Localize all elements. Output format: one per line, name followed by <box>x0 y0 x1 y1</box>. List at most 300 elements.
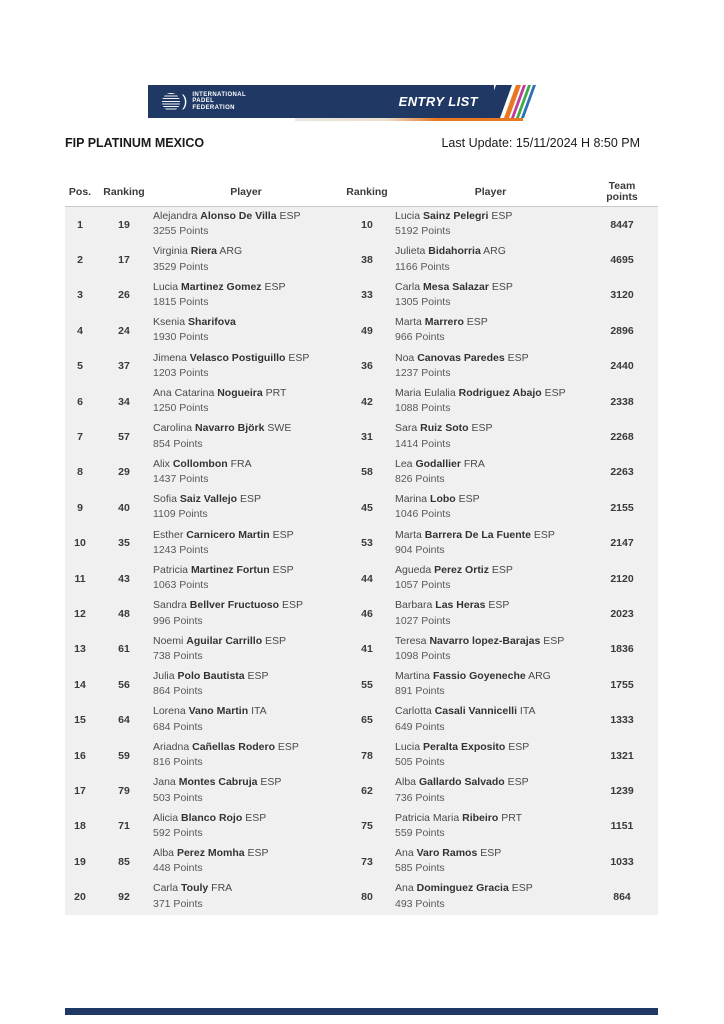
player2-first-name: Ana <box>395 847 414 860</box>
team-points-value: 4695 <box>610 254 634 267</box>
col-pos-header: Pos. <box>68 186 92 198</box>
ranking1-value: 26 <box>118 289 130 302</box>
player2-cell <box>395 632 586 667</box>
player2-name <box>395 563 586 578</box>
player2-name <box>395 315 586 330</box>
ranking2-value: 44 <box>361 572 373 585</box>
player1-surname: Vano Martin <box>188 705 249 718</box>
player1-name <box>153 704 339 719</box>
player2-points: 649 Points <box>395 720 445 733</box>
player1-country: ESP <box>245 811 267 824</box>
player2-country: ESP <box>488 599 510 612</box>
player2-cell <box>395 561 586 596</box>
player1-surname: Carnicero Martin <box>186 528 270 541</box>
table-row <box>65 313 658 348</box>
table-body <box>65 206 658 915</box>
player2-cell <box>395 702 586 737</box>
player2-points: 5192 Points <box>395 225 451 238</box>
player1-country: ESP <box>247 670 269 683</box>
player2-first-name: Julieta <box>395 245 426 258</box>
player2-country: ESP <box>543 634 565 647</box>
globe-icon <box>162 93 180 111</box>
player2-points: 585 Points <box>395 862 445 875</box>
player2-country: ARG <box>528 670 551 683</box>
player2-first-name: Maria Eulalia <box>395 386 456 399</box>
player2-surname: Barrera De La Fuente <box>424 528 531 541</box>
title-row <box>65 136 658 150</box>
player1-surname: Sharifova <box>188 316 236 329</box>
team-points-value: 8447 <box>610 218 634 231</box>
player1-country: ESP <box>272 528 294 541</box>
player2-name <box>395 598 586 613</box>
team-points-value: 2440 <box>610 360 634 373</box>
entry-list-label: ENTRY LIST <box>398 94 478 109</box>
ranking2-value: 49 <box>361 324 373 337</box>
player2-cell <box>395 313 586 348</box>
player2-points: 559 Points <box>395 826 445 839</box>
ranking1-value: 48 <box>118 607 130 620</box>
player2-cell <box>395 207 586 242</box>
pos-value: 15 <box>74 714 86 727</box>
ranking2-value: 53 <box>361 537 373 550</box>
ranking1-value: 24 <box>118 324 130 337</box>
player2-surname: Sainz Pelegri <box>423 210 489 222</box>
logo-arc-icon: ) <box>182 92 188 110</box>
player1-first-name: Virginia <box>153 245 188 258</box>
player2-cell <box>395 278 586 313</box>
player2-country: ESP <box>471 422 493 435</box>
ranking1-value: 71 <box>118 820 130 833</box>
pos-value: 20 <box>74 891 86 904</box>
player1-cell <box>153 455 339 490</box>
team-points-value: 1755 <box>610 678 634 691</box>
player1-points: 1437 Points <box>153 473 209 486</box>
pos-value: 10 <box>74 537 86 550</box>
player1-first-name: Sofia <box>153 493 177 506</box>
player1-points: 854 Points <box>153 437 203 450</box>
last-update: Last Update: 15/11/2024 H 8:50 PM <box>441 136 640 150</box>
player1-first-name: Alba <box>153 847 175 860</box>
player1-cell <box>153 526 339 561</box>
player1-surname: Collombon <box>172 457 228 470</box>
player1-first-name: Sandra <box>153 599 187 612</box>
table-row <box>65 490 658 525</box>
player1-points: 1063 Points <box>153 579 209 592</box>
logo-line-3: FEDERATION <box>192 104 235 111</box>
team-points-value: 2263 <box>610 466 634 479</box>
player1-points: 371 Points <box>153 897 203 910</box>
player2-surname: Perez Ortiz <box>434 563 489 576</box>
player1-country: FRA <box>211 882 233 895</box>
player1-country: ITA <box>251 705 267 718</box>
logo-line-1: INTERNATIONAL <box>192 91 247 98</box>
team-points-value: 3120 <box>610 289 634 302</box>
player1-first-name: Patricia <box>153 563 189 576</box>
player2-surname: Ribeiro <box>462 811 499 824</box>
table-row <box>65 809 658 844</box>
player2-first-name: Alba <box>395 776 417 789</box>
player1-name <box>153 811 339 826</box>
player1-cell <box>153 313 339 348</box>
ranking1-value: 64 <box>118 714 130 727</box>
player1-surname: Perez Momha <box>176 847 245 860</box>
player2-country: ARG <box>483 245 506 258</box>
team-points-value: 2155 <box>610 501 634 514</box>
player1-cell <box>153 596 339 631</box>
player2-points: 1414 Points <box>395 437 451 450</box>
ranking2-value: 42 <box>361 395 373 408</box>
ranking2-value: 65 <box>361 714 373 727</box>
pos-value: 18 <box>74 820 86 833</box>
pos-value: 14 <box>74 678 86 691</box>
player1-points: 3255 Points <box>153 225 209 238</box>
ranking1-value: 40 <box>118 501 130 514</box>
table-row <box>65 419 658 454</box>
player2-first-name: Marina <box>395 493 428 506</box>
player1-surname: Bellver Fructuoso <box>189 599 280 612</box>
ranking2-value: 78 <box>361 749 373 762</box>
player2-cell <box>395 455 586 490</box>
player2-points: 1027 Points <box>395 614 451 627</box>
player1-first-name: Lorena <box>153 705 186 718</box>
player1-country: PRT <box>265 386 287 399</box>
player2-surname: Godallier <box>415 457 461 470</box>
pos-value: 16 <box>74 749 86 762</box>
player2-surname: Ruiz Soto <box>420 422 469 435</box>
player1-first-name: Alejandra <box>153 210 198 222</box>
player1-first-name: Esther <box>153 528 184 541</box>
ranking2-value: 75 <box>361 820 373 833</box>
table-row <box>65 526 658 561</box>
player2-cell <box>395 490 586 525</box>
player1-name <box>153 457 339 472</box>
player2-name <box>395 634 586 649</box>
banner-navy-bar <box>148 85 494 118</box>
player2-cell <box>395 667 586 702</box>
col-team-points-header <box>586 181 658 203</box>
player2-first-name: Martina <box>395 670 431 683</box>
player1-cell <box>153 879 339 914</box>
player2-points: 736 Points <box>395 791 445 804</box>
player1-first-name: Noemi <box>153 634 184 647</box>
pos-value: 7 <box>77 431 83 444</box>
player2-country: ESP <box>491 563 513 576</box>
player1-cell <box>153 844 339 879</box>
player1-first-name: Jana <box>153 776 176 789</box>
player2-name <box>395 457 586 472</box>
player2-cell <box>395 738 586 773</box>
header-banner <box>148 85 530 118</box>
player1-name <box>153 492 339 507</box>
ranking1-value: 85 <box>118 855 130 868</box>
ranking1-value: 35 <box>118 537 130 550</box>
player2-points: 1098 Points <box>395 649 451 662</box>
player1-name <box>153 634 339 649</box>
player2-country: ESP <box>511 882 533 895</box>
player2-cell <box>395 419 586 454</box>
ranking1-value: 57 <box>118 431 130 444</box>
player1-cell <box>153 384 339 419</box>
team-points-value: 2120 <box>610 572 634 585</box>
player2-cell <box>395 809 586 844</box>
player1-surname: Cañellas Rodero <box>192 740 275 753</box>
team-points-value: 2147 <box>610 537 634 550</box>
player1-country: ESP <box>277 740 299 753</box>
player1-first-name: Ana Catarina <box>153 386 215 399</box>
ranking2-value: 73 <box>361 855 373 868</box>
player2-surname: Fassio Goyeneche <box>432 670 526 683</box>
player1-first-name: Carolina <box>153 422 193 435</box>
ranking2-value: 45 <box>361 501 373 514</box>
team-points-value: 1321 <box>610 749 634 762</box>
player1-cell <box>153 490 339 525</box>
player1-points: 1203 Points <box>153 366 209 379</box>
player2-points: 1088 Points <box>395 402 451 415</box>
team-points-value: 864 <box>613 891 631 904</box>
player2-surname: Navarro lopez-Barajas <box>429 634 541 647</box>
table-row <box>65 278 658 313</box>
player1-points: 3529 Points <box>153 260 209 273</box>
ranking2-value: 10 <box>361 218 373 231</box>
player2-name <box>395 775 586 790</box>
table-row <box>65 349 658 384</box>
pos-value: 4 <box>77 324 83 337</box>
player2-name <box>395 351 586 366</box>
player2-surname: Gallardo Salvado <box>418 776 505 789</box>
player2-country: ESP <box>491 210 513 222</box>
player2-name <box>395 881 586 896</box>
player2-country: ESP <box>458 493 480 506</box>
player2-first-name: Lea <box>395 457 413 470</box>
player2-first-name: Carlotta <box>395 705 432 718</box>
player2-surname: Peralta Exposito <box>423 740 506 753</box>
team-points-value: 1333 <box>610 714 634 727</box>
player1-surname: Aguilar Carrillo <box>186 634 263 647</box>
player1-country: ESP <box>288 351 310 364</box>
table-row <box>65 667 658 702</box>
player1-cell <box>153 278 339 313</box>
table-row <box>65 844 658 879</box>
player1-name <box>153 528 339 543</box>
player2-points: 1237 Points <box>395 366 451 379</box>
player1-cell <box>153 242 339 277</box>
player2-country: ITA <box>519 705 536 718</box>
pos-value: 2 <box>77 254 83 267</box>
player1-points: 1930 Points <box>153 331 209 344</box>
player2-surname: Marrero <box>424 316 464 329</box>
col-ranking2-header: Ranking <box>346 186 388 198</box>
player2-surname: Rodriguez Abajo <box>458 386 542 399</box>
table-header <box>65 178 658 206</box>
player2-points: 966 Points <box>395 331 445 344</box>
table-row <box>65 455 658 490</box>
player2-first-name: Lucia <box>395 740 421 753</box>
ranking2-value: 41 <box>361 643 373 656</box>
player2-name <box>395 244 586 259</box>
player2-first-name: Patricia Maria <box>395 811 460 824</box>
player1-surname: Martinez Gomez <box>181 280 262 293</box>
team-points-value: 2268 <box>610 431 634 444</box>
player1-cell <box>153 738 339 773</box>
player2-first-name: Carla <box>395 280 421 293</box>
ranking2-value: 55 <box>361 678 373 691</box>
player2-name <box>395 846 586 861</box>
player1-cell <box>153 207 339 242</box>
team-points-value: 1836 <box>610 643 634 656</box>
ranking2-value: 33 <box>361 289 373 302</box>
player1-country: FRA <box>230 457 252 470</box>
player1-first-name: Ariadna <box>153 740 190 753</box>
player2-first-name: Sara <box>395 422 418 435</box>
player1-first-name: Lucia <box>153 280 179 293</box>
pos-value: 12 <box>74 607 86 620</box>
player1-surname: Riera <box>190 245 218 258</box>
player2-name <box>395 386 586 401</box>
player2-first-name: Agueda <box>395 563 432 576</box>
ranking2-value: 31 <box>361 431 373 444</box>
player1-points: 684 Points <box>153 720 203 733</box>
player2-points: 1305 Points <box>395 296 451 309</box>
tournament-title: FIP PLATINUM MEXICO <box>65 136 205 150</box>
player1-name <box>153 386 339 401</box>
player1-name <box>153 598 339 613</box>
ranking2-value: 46 <box>361 607 373 620</box>
ranking2-value: 58 <box>361 466 373 479</box>
player2-cell <box>395 596 586 631</box>
pos-value: 1 <box>77 218 83 231</box>
player1-cell <box>153 702 339 737</box>
player1-points: 503 Points <box>153 791 203 804</box>
player1-surname: Polo Bautista <box>177 670 245 683</box>
col-player2-header: Player <box>474 186 507 198</box>
player2-first-name: Lucia <box>395 210 421 222</box>
ranking1-value: 34 <box>118 395 130 408</box>
player2-points: 1166 Points <box>395 260 450 273</box>
player1-name <box>153 740 339 755</box>
pos-value: 17 <box>74 784 86 797</box>
player1-name <box>153 351 339 366</box>
pos-value: 13 <box>74 643 86 656</box>
player2-points: 826 Points <box>395 473 445 486</box>
player1-name <box>153 280 339 295</box>
player2-surname: Las Heras <box>435 599 486 612</box>
ipf-logo <box>162 92 246 112</box>
player2-cell <box>395 242 586 277</box>
team-points-value: 2338 <box>610 395 634 408</box>
player2-points: 891 Points <box>395 685 445 698</box>
player2-cell <box>395 879 586 914</box>
player2-name <box>395 811 586 826</box>
player1-name <box>153 421 339 436</box>
table-row <box>65 738 658 773</box>
player2-surname: Dominguez Gracia <box>416 882 509 895</box>
player1-cell <box>153 773 339 808</box>
player2-country: ESP <box>491 280 513 293</box>
player1-country: ESP <box>279 210 301 222</box>
team-header-line1: Team <box>608 180 636 192</box>
ranking1-value: 92 <box>118 891 130 904</box>
player1-points: 738 Points <box>153 649 203 662</box>
table-row <box>65 384 658 419</box>
player2-name <box>395 492 586 507</box>
player2-name <box>395 528 586 543</box>
player1-points: 864 Points <box>153 685 203 698</box>
player2-name <box>395 704 586 719</box>
player2-country: ESP <box>466 316 488 329</box>
team-points-value: 1033 <box>610 855 634 868</box>
footer-bar <box>65 1008 658 1015</box>
ranking2-value: 38 <box>361 254 373 267</box>
player2-country: ESP <box>533 528 555 541</box>
player1-name <box>153 209 339 224</box>
team-points-value: 1239 <box>610 784 634 797</box>
team-points-value: 2896 <box>610 324 634 337</box>
player2-country: PRT <box>501 811 523 824</box>
player1-name <box>153 315 339 330</box>
player1-surname: Alonso De Villa <box>200 210 277 222</box>
player1-name <box>153 563 339 578</box>
pos-value: 6 <box>77 395 83 408</box>
player2-surname: Bidahorria <box>428 245 481 258</box>
ranking2-value: 80 <box>361 891 373 904</box>
ranking1-value: 79 <box>118 784 130 797</box>
player1-points: 592 Points <box>153 826 203 839</box>
player1-first-name: Ksenia <box>153 316 186 329</box>
player1-first-name: Carla <box>153 882 179 895</box>
player1-cell <box>153 561 339 596</box>
player1-country: ESP <box>260 776 282 789</box>
player1-points: 1815 Points <box>153 296 209 309</box>
table-row <box>65 879 658 914</box>
player2-first-name: Teresa <box>395 634 427 647</box>
team-header-line2: points <box>606 191 638 203</box>
player1-country: ARG <box>219 245 243 258</box>
player1-country: SWE <box>267 422 292 435</box>
player2-country: ESP <box>480 847 502 860</box>
player1-cell <box>153 809 339 844</box>
player1-points: 816 Points <box>153 756 203 769</box>
logo-text <box>192 92 246 112</box>
ranking1-value: 37 <box>118 360 130 373</box>
player1-surname: Montes Cabruja <box>178 776 258 789</box>
player2-points: 1057 Points <box>395 579 451 592</box>
player2-first-name: Marta <box>395 316 422 329</box>
player1-cell <box>153 667 339 702</box>
ranking1-value: 61 <box>118 643 130 656</box>
player2-country: ESP <box>507 776 529 789</box>
player2-points: 493 Points <box>395 897 445 910</box>
ranking1-value: 17 <box>118 254 130 267</box>
ranking1-value: 29 <box>118 466 130 479</box>
player2-cell <box>395 384 586 419</box>
player2-surname: Lobo <box>430 493 456 506</box>
player1-country: ESP <box>239 493 261 506</box>
player2-name <box>395 421 586 436</box>
col-ranking1-header: Ranking <box>103 186 145 198</box>
table-row <box>65 207 658 242</box>
player2-points: 1046 Points <box>395 508 451 521</box>
player1-surname: Blanco Rojo <box>181 811 243 824</box>
player1-name <box>153 881 339 896</box>
pos-value: 8 <box>77 466 83 479</box>
player1-points: 996 Points <box>153 614 203 627</box>
player2-first-name: Barbara <box>395 599 433 612</box>
pos-value: 19 <box>74 855 86 868</box>
player1-first-name: Alicia <box>153 811 179 824</box>
player2-cell <box>395 526 586 561</box>
table-row <box>65 596 658 631</box>
banner-underline <box>295 118 523 121</box>
